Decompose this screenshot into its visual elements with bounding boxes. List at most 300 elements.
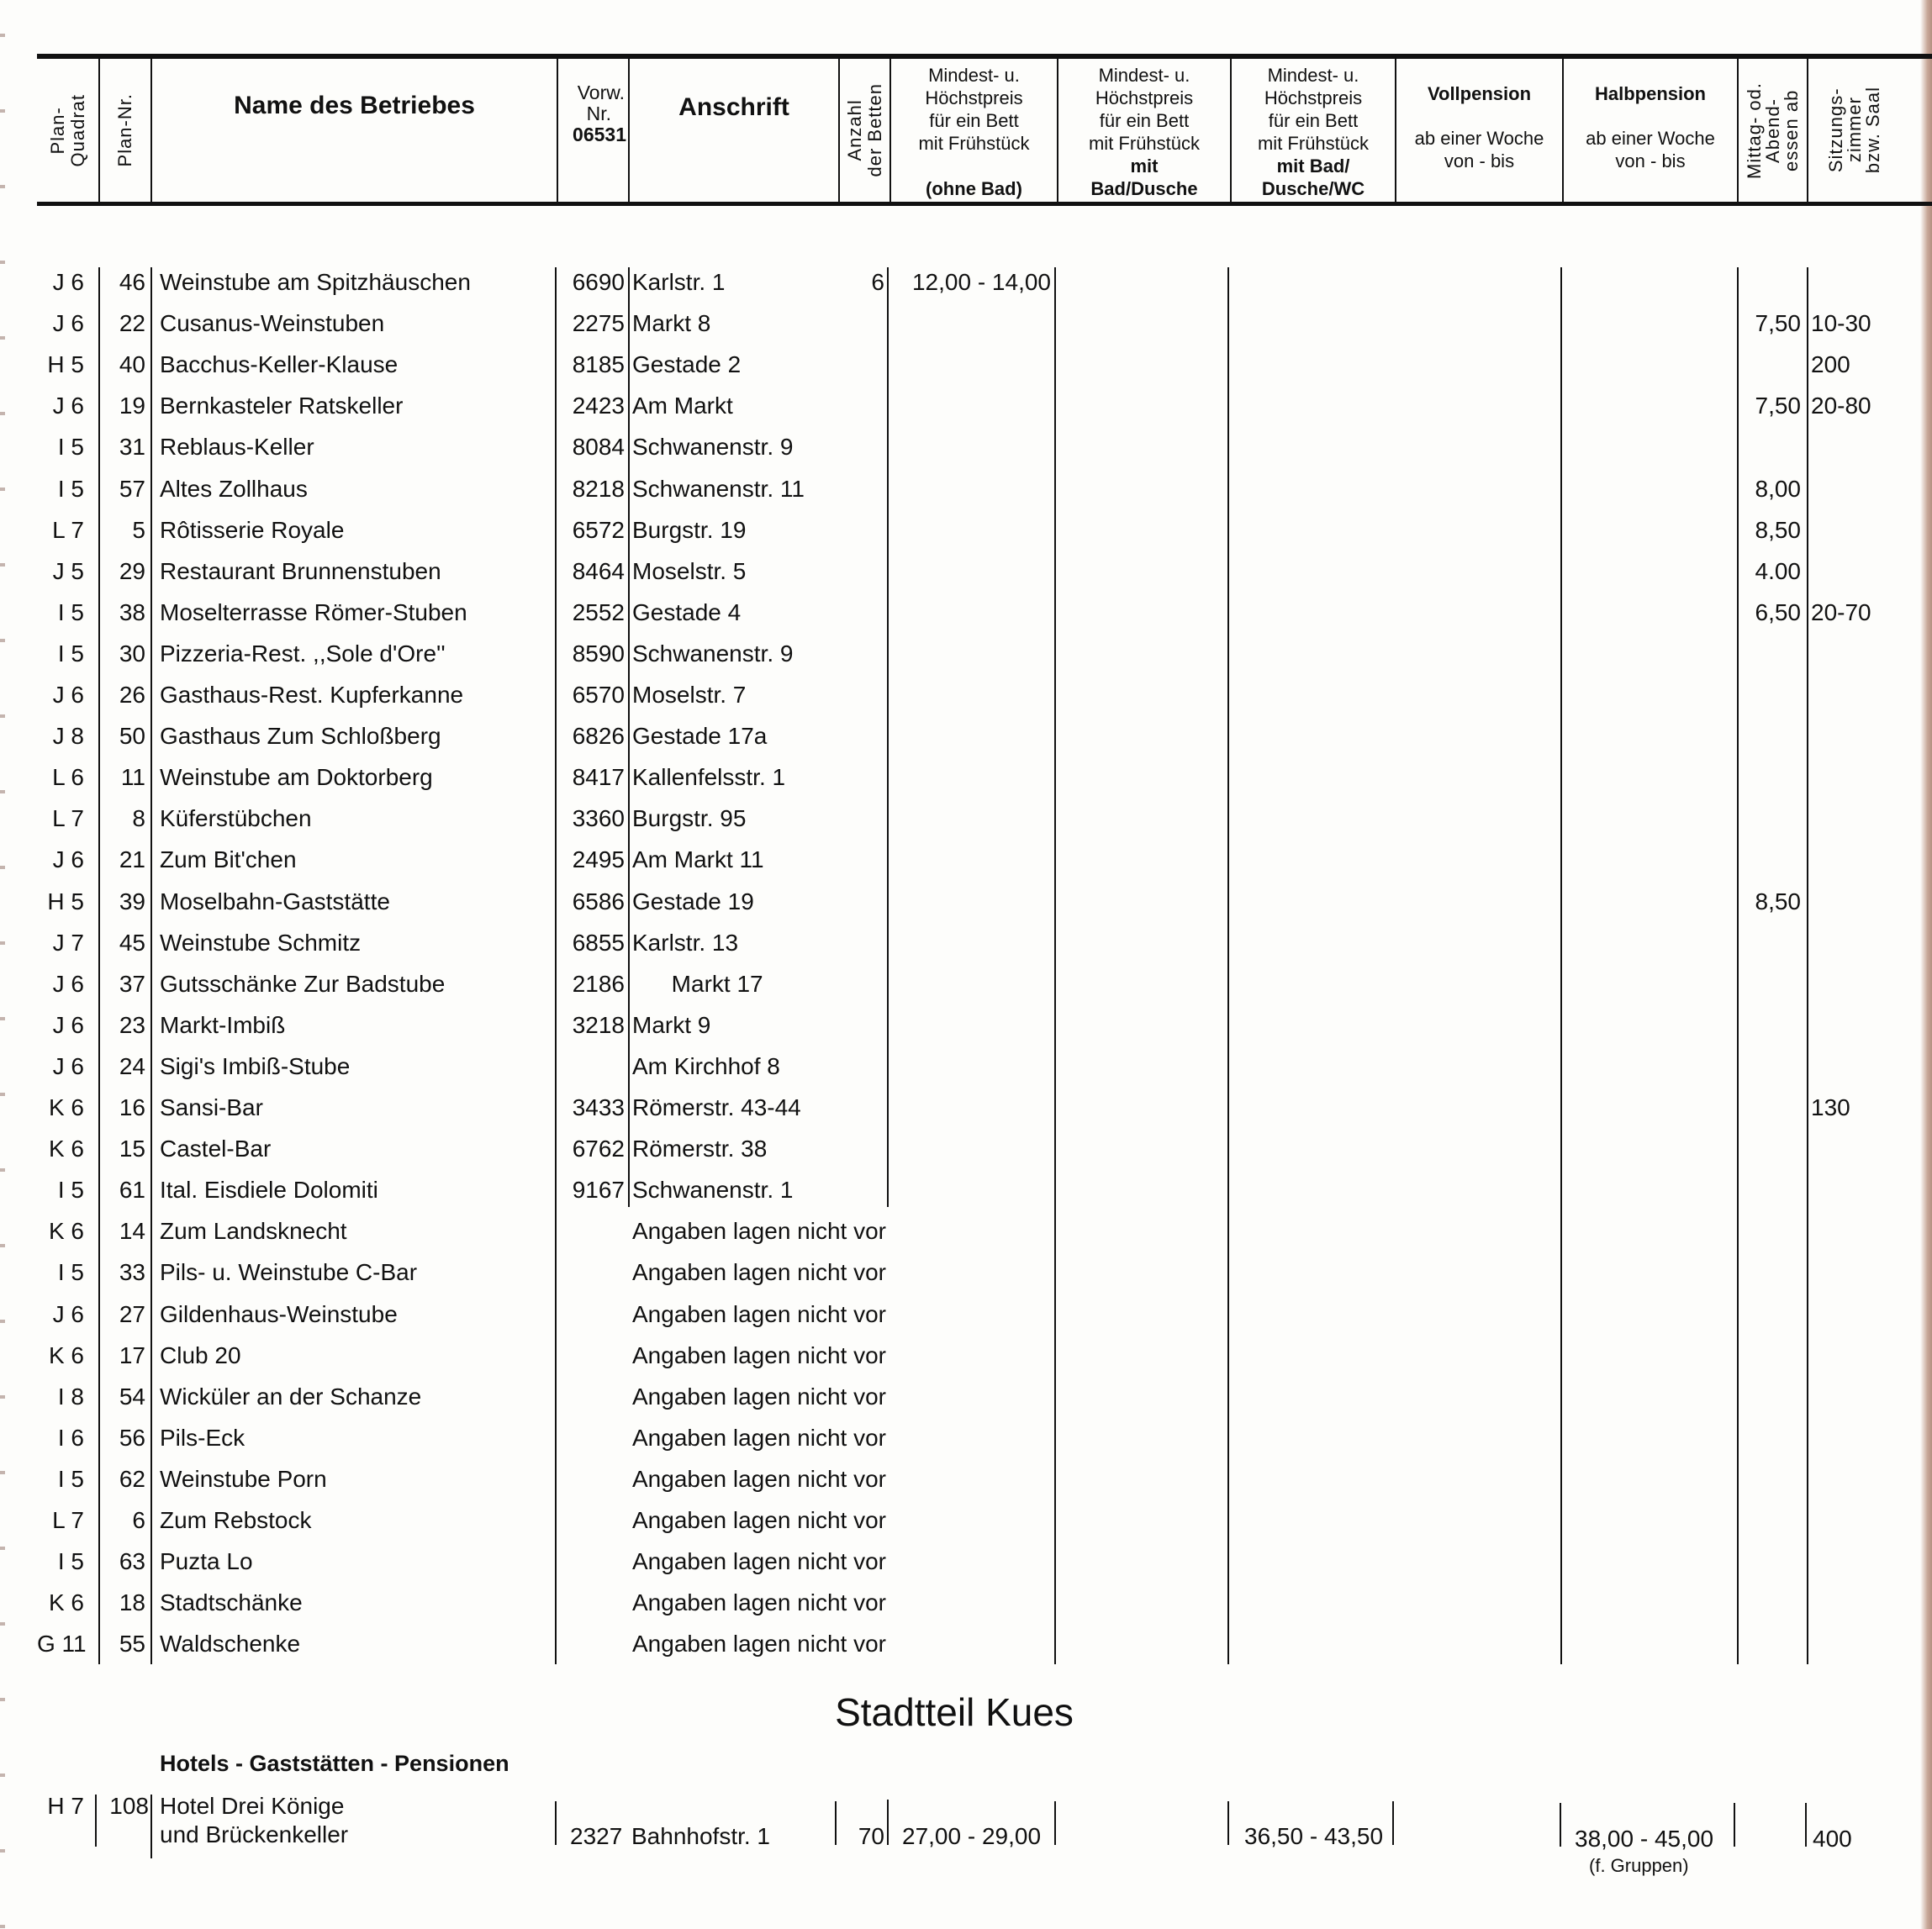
cell-vorwahl: 2423 <box>572 393 625 419</box>
section-title-kues: Stadtteil Kues <box>835 1690 1074 1734</box>
cell-preis-ohne-bad <box>900 1252 1051 1293</box>
cell-vorwahl: 6690 <box>572 269 625 295</box>
header-mittag-abendessen <box>1739 59 1807 202</box>
cell-vorwahl <box>558 1623 625 1664</box>
cell-preis-ohne-bad <box>900 1169 1051 1210</box>
cell-betten <box>841 509 884 551</box>
cell-preis-ohne-bad <box>900 1294 1051 1335</box>
cell-plan-nr: 21 <box>119 846 145 873</box>
cell-betten <box>841 1499 884 1541</box>
cell-anschrift: Am Markt <box>632 393 733 419</box>
cell-anschrift: Schwanenstr. 1 <box>632 1177 794 1204</box>
cell-betten <box>841 1128 884 1169</box>
cell-vorwahl: 3218 <box>572 1011 625 1038</box>
cell-betten <box>841 1458 884 1499</box>
cell-betten <box>841 344 884 385</box>
table-row-kues <box>0 1786 1932 1895</box>
cell-vorwahl: 6826 <box>572 723 625 750</box>
cell-vorwahl: 9167 <box>572 1177 625 1204</box>
cell-mittag-abendessen <box>1739 1582 1801 1623</box>
cell-name: Weinstube Schmitz <box>160 929 362 956</box>
header-preis-line: Höchstpreis <box>1095 87 1194 108</box>
header-sitzungszimmer <box>1808 59 1901 202</box>
header-halbpension-title: Halbpension <box>1594 83 1706 104</box>
cell-name: Bacchus-Keller-Klause <box>160 351 399 378</box>
cell-anschrift: Angaben lagen nicht vor <box>632 1589 886 1616</box>
kues-divider <box>95 1795 97 1847</box>
cell-mittag-abendessen <box>1739 798 1801 839</box>
header-preis-line: mit Frühstück <box>1088 133 1201 154</box>
cell-mittag-abendessen <box>1739 1210 1801 1252</box>
cell-anschrift: Bahnhofstr. 1 <box>631 1823 771 1849</box>
cell-name: Gildenhaus-Weinstube <box>160 1300 398 1327</box>
cell-betten <box>841 633 884 674</box>
cell-plan-quadrat: G 11 <box>37 1631 87 1658</box>
table-row <box>0 881 1932 922</box>
table-row <box>0 1169 1932 1210</box>
cell-mittag-abendessen <box>1739 1252 1801 1293</box>
table-row <box>0 1087 1932 1128</box>
header-preis-line: mit <box>1130 155 1159 177</box>
cell-vorwahl: 2327 <box>570 1823 623 1849</box>
cell-plan-nr: 26 <box>119 682 145 708</box>
table-row <box>0 303 1932 344</box>
header-preis-line: Mindest- u. <box>1267 65 1359 86</box>
cell-plan-nr: 14 <box>119 1218 145 1245</box>
cell-mittag-abendessen <box>1739 426 1801 467</box>
cell-vorwahl: 8185 <box>572 351 625 378</box>
cell-vorwahl: 8417 <box>572 764 625 791</box>
cell-plan-quadrat: I 5 <box>57 475 84 502</box>
cell-name: Pils- u. Weinstube C-Bar <box>160 1259 418 1286</box>
cell-betten <box>841 1252 884 1293</box>
cell-preis-ohne-bad <box>900 385 1051 426</box>
cell-mittag-abendessen <box>1739 1294 1801 1335</box>
kues-divider <box>887 1800 889 1845</box>
cell-plan-nr: 18 <box>119 1589 145 1616</box>
cell-vorwahl: 8590 <box>572 640 625 667</box>
cell-vorwahl: 6570 <box>572 682 625 708</box>
cell-name: Küferstübchen <box>160 805 312 832</box>
cell-mittag-abendessen <box>1739 344 1801 385</box>
cell-plan-nr: 46 <box>119 269 145 295</box>
cell-betten <box>841 756 884 798</box>
cell-betten <box>841 1004 884 1046</box>
table-row <box>0 1004 1932 1046</box>
table-row <box>0 922 1932 963</box>
cell-preis-ohne-bad <box>900 756 1051 798</box>
table-row <box>0 1046 1932 1087</box>
cell-vorwahl: 3360 <box>572 805 625 832</box>
cell-plan-nr: 62 <box>119 1465 145 1492</box>
header-bottom-rule <box>37 202 1932 206</box>
cell-anschrift: Schwanenstr. 11 <box>632 475 805 502</box>
cell-vorwahl: 8218 <box>572 475 625 502</box>
cell-plan-nr: 30 <box>119 640 145 667</box>
cell-vorwahl: 6762 <box>572 1136 625 1162</box>
cell-preis-ohne-bad <box>900 1376 1051 1417</box>
cell-anschrift: Angaben lagen nicht vor <box>632 1631 886 1658</box>
cell-plan-nr: 33 <box>119 1259 145 1286</box>
cell-sitzungszimmer: 20-70 <box>1811 598 1871 625</box>
header-preis-line: mit Frühstück <box>1257 133 1370 154</box>
cell-preis-ohne-bad <box>900 1128 1051 1169</box>
cell-name: Weinstube am Spitzhäuschen <box>160 269 471 295</box>
cell-betten <box>841 1582 884 1623</box>
cell-vorwahl <box>558 1541 625 1582</box>
cell-anschrift: Gestade 19 <box>632 888 754 914</box>
table-row <box>0 963 1932 1004</box>
cell-betten <box>841 1169 884 1210</box>
cell-name: Altes Zollhaus <box>160 475 308 502</box>
cell-anschrift: Kallenfelsstr. 1 <box>632 764 786 791</box>
cell-preis-ohne-bad <box>900 344 1051 385</box>
table-row <box>0 1128 1932 1169</box>
header-preis-line: Mindest- u. <box>928 65 1020 86</box>
cell-name: Moselterrasse Römer-Stuben <box>160 598 467 625</box>
cell-betten <box>841 1376 884 1417</box>
kues-divider <box>835 1801 837 1845</box>
cell-plan-quadrat: I 8 <box>57 1383 84 1410</box>
cell-betten <box>841 1294 884 1335</box>
cell-mittag-abendessen <box>1739 1623 1801 1664</box>
kues-divider <box>1392 1801 1394 1845</box>
cell-vorwahl <box>558 1417 625 1458</box>
cell-anschrift: Angaben lagen nicht vor <box>632 1548 886 1575</box>
cell-anschrift: Burgstr. 19 <box>632 516 747 543</box>
kues-divider <box>1805 1803 1807 1847</box>
cell-preis-ohne-bad <box>900 1417 1051 1458</box>
cell-betten <box>841 1087 884 1128</box>
cell-preis-ohne-bad <box>900 839 1051 880</box>
header-plan-nr-label: Plan-Nr. <box>114 93 135 167</box>
cell-preis-ohne-bad <box>900 509 1051 551</box>
cell-plan-quadrat: L 7 <box>52 805 84 832</box>
cell-plan-nr: 56 <box>119 1424 145 1451</box>
table-row <box>0 1252 1932 1293</box>
cell-name: Moselbahn-Gaststätte <box>160 888 390 914</box>
cell-plan-nr: 37 <box>119 970 145 997</box>
cell-name: Gasthaus-Rest. Kupferkanne <box>160 682 464 708</box>
cell-preis-ohne-bad: 27,00 - 29,00 <box>902 1823 1042 1849</box>
cell-plan-nr: 24 <box>119 1052 145 1079</box>
header-preis-bad-dusche-wc <box>1232 59 1395 202</box>
cell-mittag-abendessen <box>1739 1169 1801 1210</box>
cell-sitzungszimmer: 130 <box>1811 1094 1850 1120</box>
cell-plan-quadrat: L 7 <box>52 516 84 543</box>
cell-anschrift: Römerstr. 38 <box>632 1136 768 1162</box>
cell-plan-quadrat: I 5 <box>57 434 84 461</box>
cell-vorwahl: 2186 <box>572 970 625 997</box>
cell-betten <box>841 592 884 633</box>
cell-preis-ohne-bad <box>900 1004 1051 1046</box>
cell-preis-ohne-bad <box>900 674 1051 715</box>
cell-vorwahl: 6572 <box>572 516 625 543</box>
cell-preis-ohne-bad <box>900 1335 1051 1376</box>
header-anschrift: Anschrift <box>678 93 789 121</box>
cell-vorwahl <box>558 1046 625 1087</box>
cell-plan-quadrat: J 5 <box>52 557 84 584</box>
cell-plan-quadrat: J 6 <box>52 846 84 873</box>
table-row <box>0 509 1932 551</box>
cell-name-line2: und Brückenkeller <box>160 1821 349 1847</box>
cell-preis-ohne-bad <box>900 881 1051 922</box>
cell-plan-quadrat: K 6 <box>48 1136 84 1162</box>
cell-name: Bernkasteler Ratskeller <box>160 393 404 419</box>
header-vorwahl-line2: Nr. <box>586 103 611 124</box>
cell-mittag-abendessen: 6,50 <box>1755 598 1801 625</box>
cell-anschrift: Gestade 2 <box>632 351 742 378</box>
header-vollpension-title: Vollpension <box>1427 83 1532 104</box>
header-vollpension <box>1396 59 1562 202</box>
cell-vorwahl <box>558 1582 625 1623</box>
cell-anschrift: Markt 17 <box>632 970 763 997</box>
header-preis-bad-dusche <box>1058 59 1230 202</box>
cell-vorwahl <box>558 1210 625 1252</box>
cell-anschrift: Gestade 17a <box>632 723 768 750</box>
cell-plan-nr: 23 <box>119 1011 145 1038</box>
cell-name: Ital. Eisdiele Dolomiti <box>160 1177 378 1204</box>
table-row <box>0 468 1932 509</box>
cell-plan-quadrat: J 6 <box>52 393 84 419</box>
cell-name-line1: Hotel Drei Könige <box>160 1793 345 1819</box>
cell-anschrift: Moselstr. 5 <box>632 557 747 584</box>
table-row <box>0 344 1932 385</box>
cell-name: Markt-Imbiß <box>160 1011 286 1038</box>
cell-mittag-abendessen <box>1739 633 1801 674</box>
cell-anschrift: Karlstr. 1 <box>632 269 726 295</box>
cell-vorwahl <box>558 1458 625 1499</box>
header-preis-line: Höchstpreis <box>925 87 1023 108</box>
cell-preis-ohne-bad <box>900 1623 1051 1664</box>
cell-plan-nr: 55 <box>119 1631 145 1658</box>
cell-plan-nr: 27 <box>119 1300 145 1327</box>
cell-preis-ohne-bad <box>900 1541 1051 1582</box>
cell-betten <box>841 1046 884 1087</box>
cell-vorwahl <box>558 1376 625 1417</box>
cell-sitzungszimmer: 200 <box>1811 351 1850 378</box>
cell-vorwahl <box>558 1252 625 1293</box>
cell-mittag-abendessen: 8,50 <box>1755 516 1801 543</box>
cell-plan-nr: 45 <box>119 929 145 956</box>
cell-vorwahl: 2275 <box>572 310 625 337</box>
cell-vorwahl: 6586 <box>572 888 625 914</box>
cell-plan-nr: 50 <box>119 723 145 750</box>
cell-name: Restaurant Brunnenstuben <box>160 557 441 584</box>
cell-anschrift: Gestade 4 <box>632 598 742 625</box>
cell-plan-quadrat: I 5 <box>57 1548 84 1575</box>
cell-plan-quadrat: I 5 <box>57 640 84 667</box>
cell-preis-ohne-bad <box>900 633 1051 674</box>
cell-mittag-abendessen <box>1739 1128 1801 1169</box>
table-row <box>0 1458 1932 1499</box>
cell-anschrift: Angaben lagen nicht vor <box>632 1383 886 1410</box>
cell-betten <box>841 881 884 922</box>
table-row <box>0 261 1932 303</box>
cell-preis-ohne-bad <box>900 715 1051 756</box>
table-row <box>0 385 1932 426</box>
table-row <box>0 1294 1932 1335</box>
cell-plan-nr: 5 <box>132 516 145 543</box>
cell-plan-nr: 6 <box>132 1507 145 1533</box>
header-preis-ohne-bad <box>891 59 1057 202</box>
table-row <box>0 551 1932 592</box>
cell-plan-quadrat: K 6 <box>48 1218 84 1245</box>
cell-plan-quadrat: H 5 <box>47 888 84 914</box>
cell-plan-quadrat: K 6 <box>48 1341 84 1368</box>
header-preis-line: für ein Bett <box>929 110 1019 131</box>
cell-name: Club 20 <box>160 1341 241 1368</box>
cell-mittag-abendessen <box>1739 1046 1801 1087</box>
cell-betten <box>841 715 884 756</box>
cell-halbpension: 38,00 - 45,00 <box>1575 1826 1714 1852</box>
cell-sitzungszimmer: 20-80 <box>1811 393 1871 419</box>
cell-plan-quadrat: I 6 <box>57 1424 84 1451</box>
table-row <box>0 1335 1932 1376</box>
cell-plan-quadrat: J 6 <box>52 1011 84 1038</box>
header-preis-line: Höchstpreis <box>1264 87 1363 108</box>
cell-betten <box>841 385 884 426</box>
cell-plan-quadrat: L 7 <box>52 1507 84 1533</box>
header-preis-line: für ein Bett <box>1268 110 1359 131</box>
cell-name: Zum Rebstock <box>160 1507 312 1533</box>
cell-plan-nr: 57 <box>119 475 145 502</box>
cell-plan-quadrat: K 6 <box>48 1589 84 1616</box>
cell-betten <box>841 468 884 509</box>
cell-plan-nr: 16 <box>119 1094 145 1120</box>
cell-mittag-abendessen: 7,50 <box>1755 310 1801 337</box>
cell-preis-ohne-bad <box>900 798 1051 839</box>
table-row <box>0 839 1932 880</box>
cell-vorwahl: 2495 <box>572 846 625 873</box>
cell-name: Castel-Bar <box>160 1136 272 1162</box>
cell-mittag-abendessen: 7,50 <box>1755 393 1801 419</box>
kues-divider <box>555 1801 557 1845</box>
cell-name: Wicküler an der Schanze <box>160 1383 422 1410</box>
cell-betten <box>841 303 884 344</box>
cell-preis-ohne-bad <box>900 592 1051 633</box>
cell-plan-nr: 17 <box>119 1341 145 1368</box>
cell-mittag-abendessen <box>1739 1376 1801 1417</box>
cell-plan-quadrat: J 8 <box>52 723 84 750</box>
cell-name: Puzta Lo <box>160 1548 253 1575</box>
cell-vorwahl: 8464 <box>572 557 625 584</box>
cell-betten <box>841 963 884 1004</box>
cell-plan-quadrat: I 5 <box>57 598 84 625</box>
cell-plan-quadrat: I 5 <box>57 1177 84 1204</box>
cell-name: Stadtschänke <box>160 1589 303 1616</box>
cell-preis-ohne-bad <box>900 303 1051 344</box>
cell-plan-quadrat: H 5 <box>47 351 84 378</box>
cell-mittag-abendessen <box>1739 1499 1801 1541</box>
cell-mittag-abendessen <box>1739 756 1801 798</box>
cell-mittag-abendessen <box>1739 674 1801 715</box>
cell-mittag-abendessen <box>1739 1004 1801 1046</box>
section-subtitle: Hotels - Gaststätten - Pensionen <box>160 1751 509 1776</box>
cell-name: Weinstube am Doktorberg <box>160 764 433 791</box>
cell-plan-quadrat: J 6 <box>52 1052 84 1079</box>
cell-name: Zum Landsknecht <box>160 1218 347 1245</box>
cell-betten <box>841 1541 884 1582</box>
cell-name: Pils-Eck <box>160 1424 245 1451</box>
cell-vorwahl <box>558 1499 625 1541</box>
cell-mittag-abendessen <box>1739 839 1801 880</box>
cell-betten <box>841 839 884 880</box>
cell-plan-nr: 8 <box>132 805 145 832</box>
table-row <box>0 1417 1932 1458</box>
cell-anschrift: Am Markt 11 <box>632 846 764 873</box>
cell-betten <box>841 1335 884 1376</box>
cell-plan-quadrat: J 6 <box>52 970 84 997</box>
cell-name: Waldschenke <box>160 1631 301 1658</box>
cell-vorwahl: 3433 <box>572 1094 625 1120</box>
cell-plan-nr: 39 <box>119 888 145 914</box>
cell-anschrift: Karlstr. 13 <box>632 929 739 956</box>
cell-mittag-abendessen <box>1739 1335 1801 1376</box>
table-row <box>0 592 1932 633</box>
cell-anschrift: Markt 8 <box>632 310 711 337</box>
cell-mittag-abendessen <box>1739 261 1801 303</box>
cell-betten: 70 <box>858 1823 884 1849</box>
header-name: Name des Betriebes <box>234 92 475 119</box>
cell-name: Reblaus-Keller <box>160 434 314 461</box>
cell-name: Sigi's Imbiß-Stube <box>160 1052 351 1079</box>
cell-sitzungszimmer: 10-30 <box>1811 310 1871 337</box>
kues-divider <box>150 1795 152 1858</box>
kues-divider <box>1227 1801 1229 1845</box>
cell-anschrift: Schwanenstr. 9 <box>632 434 794 461</box>
cell-betten <box>841 1417 884 1458</box>
table-row <box>0 798 1932 839</box>
cell-mittag-abendessen: 8,50 <box>1755 888 1801 914</box>
header-betten-label: Anzahl der Betten <box>843 83 885 177</box>
header-sitzung-label: Sitzungs- zimmer bzw. Saal <box>1825 87 1883 174</box>
cell-sitzungszimmer: 400 <box>1813 1826 1852 1852</box>
cell-plan-nr: 40 <box>119 351 145 378</box>
cell-preis-ohne-bad <box>900 1046 1051 1087</box>
cell-preis-bad-dusche-wc: 36,50 - 43,50 <box>1244 1823 1384 1849</box>
cell-name: Gasthaus Zum Schloßberg <box>160 723 441 750</box>
cell-preis-ohne-bad <box>900 426 1051 467</box>
cell-name: Gutsschänke Zur Badstube <box>160 970 446 997</box>
cell-anschrift: Moselstr. 7 <box>632 682 747 708</box>
header-plan-quadrat-label: Plan- Quadrat <box>46 93 88 167</box>
cell-preis-ohne-bad <box>900 551 1051 592</box>
cell-anschrift: Angaben lagen nicht vor <box>632 1218 886 1245</box>
header-halbpension-line: ab einer Woche <box>1586 128 1715 149</box>
header-preis-line: für ein Bett <box>1099 110 1190 131</box>
table-row <box>0 1582 1932 1623</box>
table-row <box>0 1376 1932 1417</box>
cell-plan-quadrat: J 6 <box>52 269 84 295</box>
cell-betten <box>841 426 884 467</box>
cell-mittag-abendessen <box>1739 1087 1801 1128</box>
cell-anschrift: Angaben lagen nicht vor <box>632 1465 886 1492</box>
header-halbpension <box>1564 59 1737 202</box>
header-preis-line: Mindest- u. <box>1098 65 1190 86</box>
cell-name: Sansi-Bar <box>160 1094 263 1120</box>
cell-name: Zum Bit'chen <box>160 846 297 873</box>
header-mittag-label: Mittag- od. Abend- essen ab <box>1743 82 1802 179</box>
cell-anschrift: Markt 9 <box>632 1011 711 1038</box>
header-halbpension-line: von - bis <box>1615 150 1686 171</box>
header-vorwahl <box>558 59 628 202</box>
cell-vorwahl <box>558 1335 625 1376</box>
cell-vorwahl: 2552 <box>572 598 625 625</box>
cell-betten <box>841 674 884 715</box>
cell-mittag-abendessen <box>1739 922 1801 963</box>
cell-anschrift: Am Kirchhof 8 <box>632 1052 780 1079</box>
